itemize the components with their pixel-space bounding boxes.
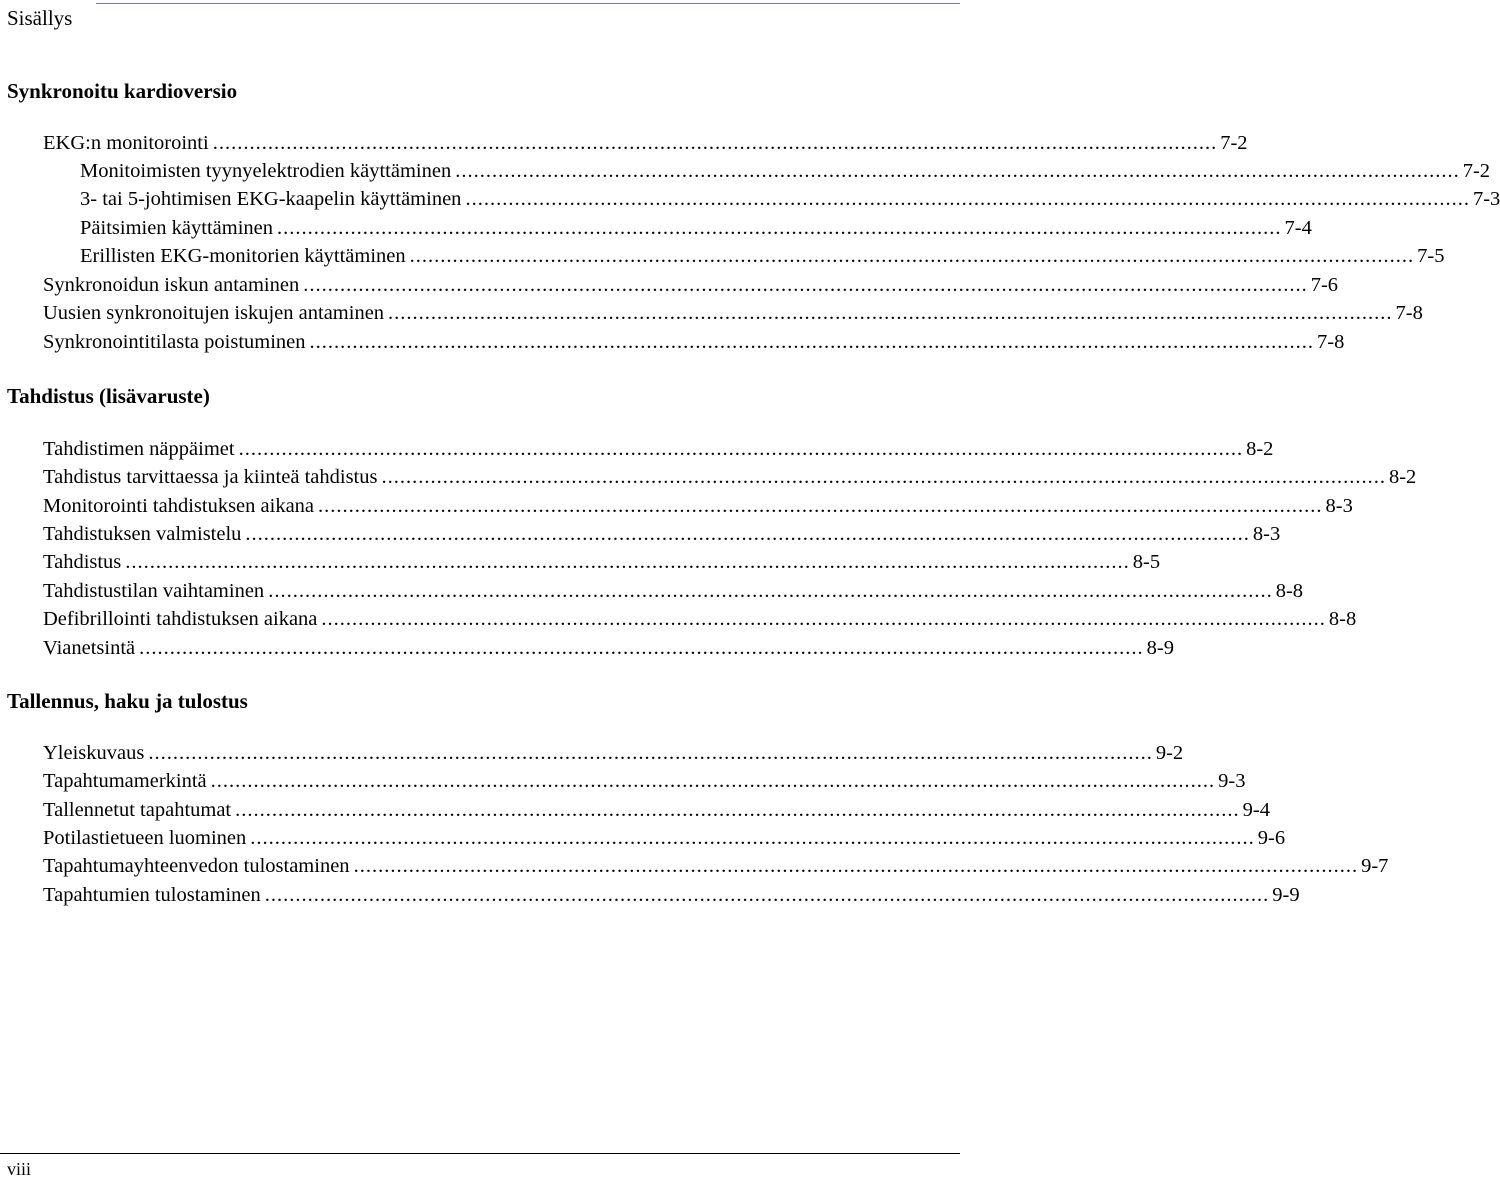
section-heading: Synkronoitu kardioversio xyxy=(7,79,238,103)
section-heading: Tallennus, haku ja tulostus xyxy=(7,689,248,713)
toc-entry-page: 8-8 xyxy=(1328,608,1357,630)
toc-entry-title: Tahdistus xyxy=(43,551,122,573)
toc-entry-title: Monitorointi tahdistuksen aikana xyxy=(43,495,315,517)
toc-entry-title: Erillisten EKG-monitorien käyttäminen xyxy=(80,245,406,267)
toc-entry-title: Tapahtumamerkintä xyxy=(43,770,207,792)
dot-leader: .................................................................................................................................................................... xyxy=(309,331,1315,353)
toc-entry-page: 7-2 xyxy=(1220,132,1248,154)
toc-entry-page: 9-6 xyxy=(1257,827,1286,849)
toc-entry-page: 9-9 xyxy=(1272,884,1300,906)
toc-entry[interactable] xyxy=(43,740,1184,766)
toc-entry-page: 8-2 xyxy=(1388,466,1417,488)
toc-entry[interactable] xyxy=(43,853,1389,879)
page-title: Sisällys xyxy=(7,6,73,30)
toc-entry[interactable] xyxy=(43,464,1417,490)
toc-entry-title: Tahdistustilan vaihtaminen xyxy=(43,580,265,602)
toc-entry-title: Päitsimien käyttäminen xyxy=(80,217,274,239)
toc-entry-page: 8-9 xyxy=(1146,637,1174,659)
toc-entry-page: 7-2 xyxy=(1462,160,1491,182)
toc-entry-title: Synkronoidun iskun antaminen xyxy=(43,274,300,296)
toc-entry-page: 7-8 xyxy=(1317,331,1345,353)
dot-leader: .................................................................................................................................................................... xyxy=(388,302,1393,324)
toc-entry-page: 9-2 xyxy=(1155,742,1184,764)
dot-leader: .................................................................................................................................................................... xyxy=(212,132,1218,154)
toc-entry-page: 8-3 xyxy=(1325,495,1353,517)
toc-entry-title: Tapahtumayhteenvedon tulostaminen xyxy=(43,855,350,877)
toc-entry[interactable] xyxy=(80,186,1500,212)
toc-entry-title: 3- tai 5-johtimisen EKG-kaapelin käyttäminen xyxy=(80,188,462,210)
toc-entry[interactable] xyxy=(43,493,1353,519)
toc-entry[interactable] xyxy=(43,578,1304,604)
page-number: viii xyxy=(7,1159,32,1179)
dot-leader: .................................................................................................................................................................... xyxy=(210,770,1216,792)
toc-entry[interactable] xyxy=(43,436,1274,462)
toc-entry-page: 7-8 xyxy=(1395,302,1423,324)
dot-leader: .................................................................................................................................................................... xyxy=(245,523,1250,545)
toc-entry[interactable] xyxy=(43,882,1300,908)
dot-leader: .................................................................................................................................................................... xyxy=(148,742,1153,764)
footer-rule xyxy=(0,1153,960,1154)
toc-entry-page: 7-4 xyxy=(1284,217,1312,239)
dot-leader: .................................................................................................................................................................... xyxy=(353,855,1359,877)
dot-leader: .................................................................................................................................................................... xyxy=(125,551,1130,573)
toc-entry-page: 9-7 xyxy=(1361,855,1389,877)
toc-entry-page: 8-2 xyxy=(1246,438,1274,460)
toc-entry-page: 9-4 xyxy=(1242,799,1270,821)
dot-leader: .................................................................................................................................................................... xyxy=(321,608,1326,630)
toc-entry-title: Monitoimisten tyynyelektrodien käyttäminen xyxy=(80,160,452,182)
toc-entry-title: Potilastietueen luominen xyxy=(43,827,247,849)
toc-entry[interactable] xyxy=(43,272,1339,298)
dot-leader: .................................................................................................................................................................... xyxy=(250,827,1255,849)
toc-entry-title: Synkronointitilasta poistuminen xyxy=(43,331,306,353)
toc-entry-title: Tahdistuksen valmistelu xyxy=(43,523,242,545)
toc-entry-page: 8-8 xyxy=(1275,580,1304,602)
toc-entry-title: Defibrillointi tahdistuksen aikana xyxy=(43,608,318,630)
dot-leader: .................................................................................................................................................................... xyxy=(318,495,1323,517)
toc-entry-title: Yleiskuvaus xyxy=(43,742,145,764)
toc-entry-page: 7-3 xyxy=(1472,188,1500,210)
toc-entry[interactable] xyxy=(43,797,1270,823)
toc-entry[interactable] xyxy=(43,549,1161,575)
toc-entry-page: 8-3 xyxy=(1252,523,1281,545)
dot-leader: .................................................................................................................................................................... xyxy=(268,580,1273,602)
toc-entry-title: Tallennetut tapahtumat xyxy=(43,799,232,821)
toc-entry-title: Tapahtumien tulostaminen xyxy=(43,884,261,906)
toc-entry-page: 9-3 xyxy=(1218,770,1246,792)
header-rule xyxy=(96,3,960,4)
toc-entry[interactable] xyxy=(80,215,1312,241)
dot-leader: .................................................................................................................................................................... xyxy=(455,160,1460,182)
toc-entry[interactable] xyxy=(80,158,1491,184)
toc-entry[interactable] xyxy=(43,329,1345,355)
toc-entry[interactable] xyxy=(43,521,1281,547)
toc-entry[interactable] xyxy=(43,825,1286,851)
toc-entry[interactable] xyxy=(43,300,1423,326)
toc-entry-title: Vianetsintä xyxy=(43,637,136,659)
dot-leader: .................................................................................................................................................................... xyxy=(277,217,1282,239)
toc-entry-title: Uusien synkronoitujen iskujen antaminen xyxy=(43,302,385,324)
dot-leader: .................................................................................................................................................................... xyxy=(303,274,1308,296)
toc-entry[interactable] xyxy=(43,606,1357,632)
toc-entry-page: 8-5 xyxy=(1132,551,1161,573)
dot-leader: .................................................................................................................................................................... xyxy=(238,438,1244,460)
toc-entry[interactable] xyxy=(43,635,1174,661)
toc-entry[interactable] xyxy=(43,130,1248,156)
toc-entry[interactable] xyxy=(80,243,1445,269)
toc-entry-page: 7-6 xyxy=(1310,274,1339,296)
dot-leader: .................................................................................................................................................................... xyxy=(235,799,1240,821)
dot-leader: .................................................................................................................................................................... xyxy=(264,884,1270,906)
toc-entry-page: 7-5 xyxy=(1417,245,1445,267)
dot-leader: .................................................................................................................................................................... xyxy=(409,245,1415,267)
section-heading: Tahdistus (lisävaruste) xyxy=(7,384,210,408)
dot-leader: .................................................................................................................................................................... xyxy=(465,188,1470,210)
toc-entry-title: Tahdistus tarvittaessa ja kiinteä tahdistus xyxy=(43,466,378,488)
dot-leader: .................................................................................................................................................................... xyxy=(381,466,1386,488)
toc-entry-title: Tahdistimen näppäimet xyxy=(43,438,235,460)
dot-leader: .................................................................................................................................................................... xyxy=(139,637,1144,659)
toc-entry[interactable] xyxy=(43,768,1246,794)
toc-entry-title: EKG:n monitorointi xyxy=(43,132,209,154)
